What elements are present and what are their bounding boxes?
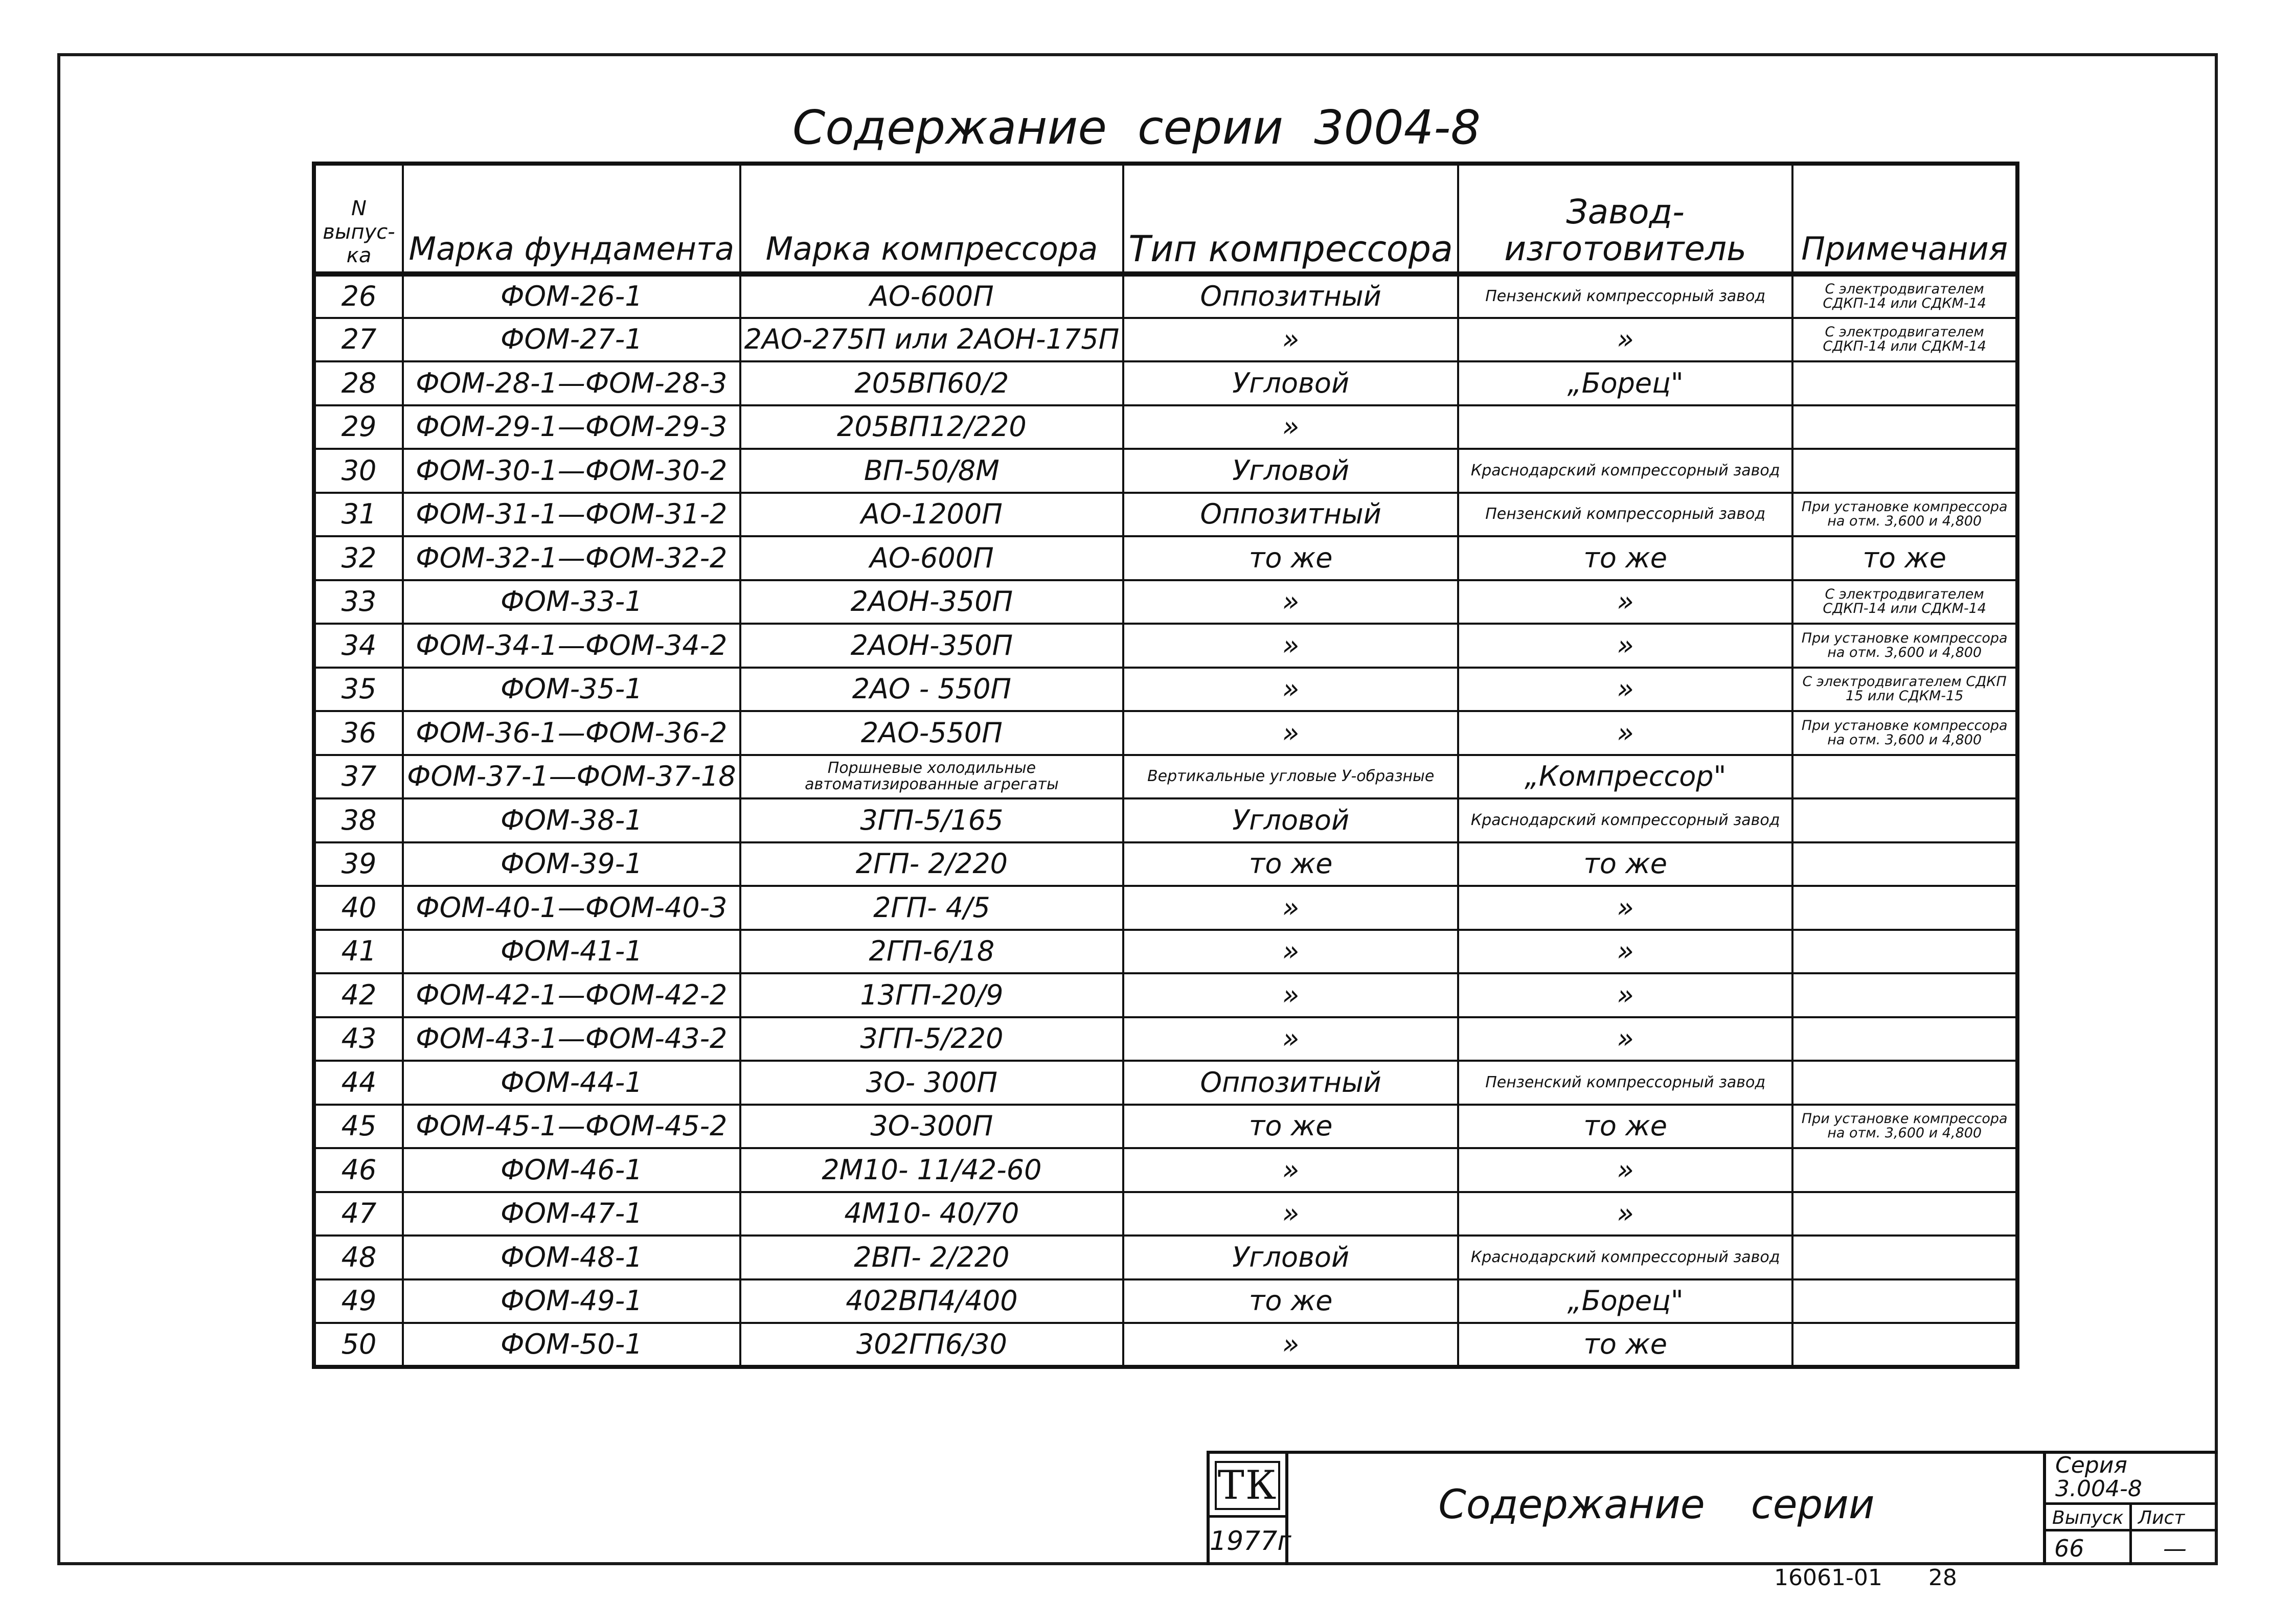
cell-kompressor: 2АО-275П или 2АОН-175П [740,318,1124,362]
cell-zavod: то же [1458,842,1792,886]
cell-zavod: » [1458,668,1792,712]
cell-fundament: ФОМ-49-1 [403,1279,740,1323]
cell-tip: » [1123,580,1458,624]
cell-tip: » [1123,886,1458,930]
table-row [314,973,2017,1017]
cell-fundament: ФОМ-45-1—ФОМ-45-2 [403,1105,740,1149]
header-tip: Тип компрессора [1123,164,1458,274]
cell-fundament: ФОМ-35-1 [403,668,740,712]
table-row [314,449,2017,493]
cell-num: 34 [314,624,403,668]
cell-fundament: ФОМ-44-1 [403,1061,740,1105]
cell-tip: Угловой [1123,449,1458,493]
table-row [314,1279,2017,1323]
cell-fundament: ФОМ-30-1—ФОМ-30-2 [403,449,740,493]
cell-fundament: ФОМ-32-1—ФОМ-32-2 [403,536,740,580]
cell-num: 26 [314,274,403,318]
cell-primechaniya [1792,1061,2017,1105]
cell-tip: » [1123,1323,1458,1367]
cell-primechaniya [1792,1148,2017,1192]
cell-zavod: » [1458,886,1792,930]
cell-kompressor: 2ГП- 2/220 [740,842,1124,886]
cell-kompressor: 2ГП- 4/5 [740,886,1124,930]
cell-zavod: Краснодарский компрессорный завод [1458,798,1792,842]
cell-kompressor: 2ВП- 2/220 [740,1236,1124,1279]
table-row [314,930,2017,974]
cell-num: 39 [314,842,403,886]
table-row [314,405,2017,449]
cell-kompressor: 2АОН-350П [740,624,1124,668]
cell-primechaniya: С электродвигателем СДКП-14 или СДКМ-14 [1792,274,2017,318]
cell-zavod [1458,405,1792,449]
table-row [314,318,2017,362]
title-block [1207,1451,2218,1565]
cell-zavod: » [1458,973,1792,1017]
header-kompressor: Марка компрессора [740,164,1124,274]
table-row [314,536,2017,580]
cell-num: 49 [314,1279,403,1323]
stamp-title-part-2: серии [1751,1482,1875,1528]
cell-tip: » [1123,930,1458,974]
vypusk-label: Выпуск [2046,1505,2132,1531]
cell-num: 44 [314,1061,403,1105]
cell-zavod: Пензенский компрессорный завод [1458,493,1792,537]
cell-kompressor: 205ВП12/220 [740,405,1124,449]
table-row [314,1148,2017,1192]
cell-tip: то же [1123,1279,1458,1323]
cell-kompressor: Поршневые холодильные автоматизированные агрегаты [740,755,1124,799]
cell-tip: » [1123,1192,1458,1236]
cell-primechaniya [1792,1236,2017,1279]
cell-num: 48 [314,1236,403,1279]
cell-kompressor: 3О- 300П [740,1061,1124,1105]
cell-num: 29 [314,405,403,449]
footer [1774,1560,1979,1596]
cell-fundament: ФОМ-27-1 [403,318,740,362]
cell-tip: » [1123,624,1458,668]
cell-kompressor: АО-1200П [740,493,1124,537]
cell-kompressor: 3ГП-5/220 [740,1017,1124,1061]
title-part-1: Содержание [792,100,1107,155]
cell-zavod: Пензенский компрессорный завод [1458,274,1792,318]
title-part-2: серии [1137,100,1284,155]
cell-tip: Оппозитный [1123,493,1458,537]
cell-zavod: то же [1458,1105,1792,1149]
cell-zavod: то же [1458,536,1792,580]
cell-num: 36 [314,711,403,755]
cell-zavod: „Борец" [1458,361,1792,405]
cell-primechaniya: то же [1792,536,2017,580]
cell-tip: то же [1123,1105,1458,1149]
cell-num: 42 [314,973,403,1017]
cell-num: 43 [314,1017,403,1061]
cell-primechaniya [1792,1017,2017,1061]
cell-primechaniya [1792,842,2017,886]
cell-tip: Угловой [1123,1236,1458,1279]
cell-primechaniya: При установке компрессора на отм. 3,600 и 4,800 [1792,493,2017,537]
table-row [314,1323,2017,1367]
cell-primechaniya: При установке компрессора на отм. 3,600 и 4,800 [1792,711,2017,755]
table-row [314,624,2017,668]
cell-fundament: ФОМ-37-1—ФОМ-37-18 [403,755,740,799]
cell-num: 30 [314,449,403,493]
list-label: Лист [2132,1505,2218,1531]
cell-fundament: ФОМ-29-1—ФОМ-29-3 [403,405,740,449]
cell-fundament: ФОМ-31-1—ФОМ-31-2 [403,493,740,537]
cell-kompressor: 402ВП4/400 [740,1279,1124,1323]
cell-fundament: ФОМ-46-1 [403,1148,740,1192]
cell-zavod: „Компрессор" [1458,755,1792,799]
cell-tip: Оппозитный [1123,1061,1458,1105]
cell-tip: то же [1123,842,1458,886]
tk-logo: ТК [1215,1461,1280,1510]
stamp-title [1288,1454,2025,1565]
stamp-series [2046,1454,2218,1505]
cell-kompressor: 3О-300П [740,1105,1124,1149]
stamp-title-part-1: Содержание [1438,1482,1705,1528]
cell-tip: » [1123,1017,1458,1061]
series-value: 3.004-8 [2055,1476,2142,1502]
cell-tip: » [1123,405,1458,449]
cell-zavod: » [1458,318,1792,362]
cell-zavod: Краснодарский компрессорный завод [1458,449,1792,493]
cell-primechaniya [1792,405,2017,449]
cell-num: 41 [314,930,403,974]
table-row [314,755,2017,799]
table-row [314,1017,2017,1061]
stamp-year: 1977г [1210,1515,1285,1565]
header-zavod: Завод-изготовитель [1458,164,1792,274]
cell-fundament: ФОМ-26-1 [403,274,740,318]
cell-fundament: ФОМ-42-1—ФОМ-42-2 [403,973,740,1017]
cell-primechaniya [1792,1192,2017,1236]
cell-primechaniya [1792,755,2017,799]
cell-num: 35 [314,668,403,712]
cell-tip: » [1123,711,1458,755]
table-row [314,842,2017,886]
cell-num: 45 [314,1105,403,1149]
cell-kompressor: ВП-50/8М [740,449,1124,493]
cell-fundament: ФОМ-50-1 [403,1323,740,1367]
cell-fundament: ФОМ-43-1—ФОМ-43-2 [403,1017,740,1061]
cell-kompressor: 2АО-550П [740,711,1124,755]
footer-code: 16061-01 [1774,1565,1882,1591]
cell-zavod: Краснодарский компрессорный завод [1458,1236,1792,1279]
cell-tip: Угловой [1123,361,1458,405]
cell-kompressor: 4М10- 40/70 [740,1192,1124,1236]
cell-fundament: ФОМ-33-1 [403,580,740,624]
cell-tip: » [1123,1148,1458,1192]
cell-fundament: ФОМ-47-1 [403,1192,740,1236]
cell-kompressor: 205ВП60/2 [740,361,1124,405]
table-header-row [314,164,2017,274]
cell-num: 27 [314,318,403,362]
header-primechaniya: Примечания [1792,164,2017,274]
cell-kompressor: 13ГП-20/9 [740,973,1124,1017]
table-row [314,886,2017,930]
stamp-series-block [2043,1454,2218,1565]
cell-num: 32 [314,536,403,580]
cell-fundament: ФОМ-41-1 [403,930,740,974]
cell-kompressor: 2АОН-350П [740,580,1124,624]
cell-kompressor: 3ГП-5/165 [740,798,1124,842]
cell-num: 50 [314,1323,403,1367]
cell-num: 31 [314,493,403,537]
table-row [314,361,2017,405]
cell-tip: Угловой [1123,798,1458,842]
cell-tip: Вертикальные угловые У-образные [1123,755,1458,799]
cell-fundament: ФОМ-40-1—ФОМ-40-3 [403,886,740,930]
title-part-3: 3004-8 [1314,100,1481,155]
stamp-logo-cell [1207,1454,1291,1565]
cell-primechaniya [1792,449,2017,493]
cell-primechaniya [1792,798,2017,842]
cell-tip: то же [1123,536,1458,580]
cell-zavod: » [1458,624,1792,668]
cell-zavod: » [1458,1192,1792,1236]
cell-zavod: » [1458,1148,1792,1192]
cell-kompressor: 302ГП6/30 [740,1323,1124,1367]
cell-primechaniya [1792,1279,2017,1323]
cell-primechaniya [1792,973,2017,1017]
cell-tip: Оппозитный [1123,274,1458,318]
table-row [314,1061,2017,1105]
list-value: — [2163,1535,2187,1562]
cell-kompressor: 2М10- 11/42-60 [740,1148,1124,1192]
cell-fundament: ФОМ-38-1 [403,798,740,842]
cell-fundament: ФОМ-39-1 [403,842,740,886]
table-row [314,668,2017,712]
table-row [314,1192,2017,1236]
cell-zavod: „Борец" [1458,1279,1792,1323]
cell-kompressor: АО-600П [740,536,1124,580]
cell-num: 28 [314,361,403,405]
cell-num: 40 [314,886,403,930]
series-label: Серия [2055,1452,2127,1478]
cell-zavod: » [1458,930,1792,974]
cell-num: 37 [314,755,403,799]
cell-num: 33 [314,580,403,624]
cell-num: 38 [314,798,403,842]
cell-zavod: Пензенский компрессорный завод [1458,1061,1792,1105]
header-fundament: Марка фундамента [403,164,740,274]
table-row [314,493,2017,537]
table-row [314,798,2017,842]
table-row [314,274,2017,318]
cell-primechaniya: С электродвигателем СДКП-14 или СДКМ-14 [1792,580,2017,624]
cell-primechaniya [1792,886,2017,930]
vypusk-value: 66 [2046,1531,2132,1565]
table-row [314,1236,2017,1279]
cell-num: 46 [314,1148,403,1192]
table-row [314,580,2017,624]
cell-primechaniya: При установке компрессора на отм. 3,600 и 4,800 [1792,624,2017,668]
cell-primechaniya [1792,1323,2017,1367]
cell-zavod: » [1458,711,1792,755]
contents-table [312,162,2019,1369]
cell-zavod: то же [1458,1323,1792,1367]
cell-fundament: ФОМ-34-1—ФОМ-34-2 [403,624,740,668]
cell-zavod: » [1458,1017,1792,1061]
cell-kompressor: АО-600П [740,274,1124,318]
cell-zavod: » [1458,580,1792,624]
cell-fundament: ФОМ-28-1—ФОМ-28-3 [403,361,740,405]
cell-num: 47 [314,1192,403,1236]
cell-kompressor: 2ГП-6/18 [740,930,1124,974]
cell-primechaniya: С электродвигателем СДКП-14 или СДКМ-14 [1792,318,2017,362]
cell-primechaniya [1792,930,2017,974]
table-row [314,711,2017,755]
cell-tip: » [1123,973,1458,1017]
cell-kompressor: 2АО - 550П [740,668,1124,712]
cell-tip: » [1123,668,1458,712]
cell-fundament: ФОМ-48-1 [403,1236,740,1279]
cell-primechaniya [1792,361,2017,405]
header-num: N выпус-ка [314,164,403,274]
footer-page: 28 [1928,1565,1957,1591]
cell-primechaniya: При установке компрессора на отм. 3,600 и 4,800 [1792,1105,2017,1149]
page-title [792,97,1481,158]
cell-fundament: ФОМ-36-1—ФОМ-36-2 [403,711,740,755]
cell-primechaniya: С электродвигателем СДКП 15 или СДКМ-15 [1792,668,2017,712]
table-row [314,1105,2017,1149]
cell-tip: » [1123,318,1458,362]
